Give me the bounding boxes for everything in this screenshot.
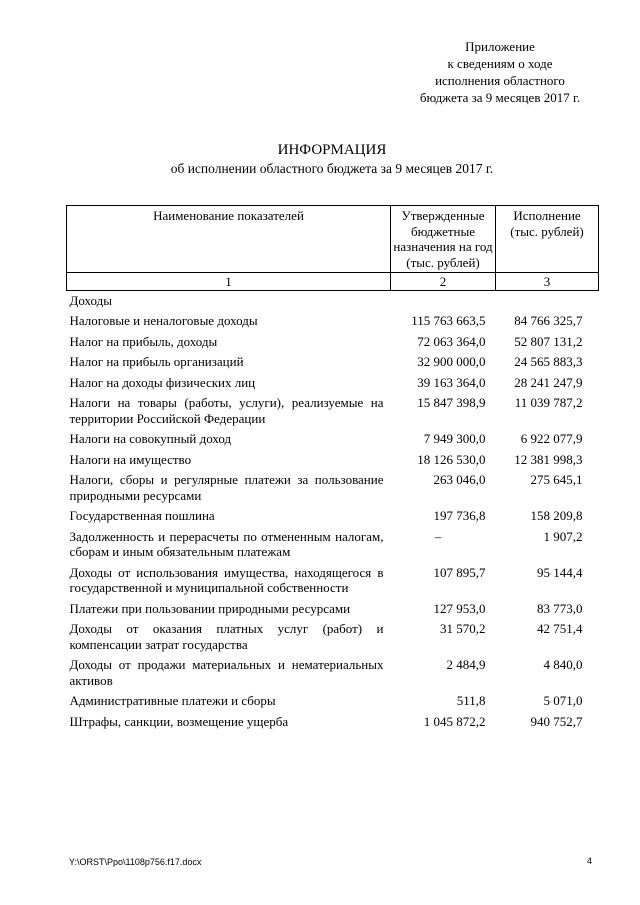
row-name: Доходы от использования имущества, находящегося в государственной и муниципальной собственности	[69, 564, 384, 595]
row-executed: 275 645,1	[530, 472, 583, 487]
row-approved: 7 949 300,0	[423, 431, 486, 446]
file-path: Y:\ORST\Ppo\1108p756.f17.docx	[69, 857, 202, 867]
appendix-line: исполнения областного	[435, 73, 565, 88]
table-row	[67, 527, 599, 563]
budget-table	[66, 205, 599, 732]
page-number: 4	[587, 856, 593, 866]
row-approved: –	[434, 528, 442, 544]
document-subtitle: об исполнении областного бюджета за 9 месяцев 2017 г.	[170, 161, 494, 176]
row-name: Задолженность и перерасчеты по отмененным налогам, сборам и иным обязательным платежам	[69, 528, 384, 559]
row-approved: 263 046,0	[433, 472, 486, 487]
row-name: Налог на прибыль организаций	[69, 354, 244, 369]
table-row	[67, 506, 599, 527]
table-row	[67, 429, 599, 450]
column-number: 1	[67, 273, 391, 291]
table-row	[67, 311, 599, 332]
row-approved: 15 847 398,9	[417, 395, 486, 410]
row-approved: 32 900 000,0	[417, 354, 486, 369]
table-row	[67, 470, 599, 506]
row-executed: 940 752,7	[530, 713, 583, 729]
table-row	[67, 373, 599, 394]
header-executed: Исполнение (тыс. рублей)	[496, 206, 599, 273]
table-row	[67, 563, 599, 599]
appendix-note	[395, 38, 605, 106]
row-approved: 1 045 872,2	[423, 713, 486, 729]
row-approved: 2 484,9	[446, 657, 486, 672]
section-row	[67, 290, 599, 311]
row-name: Административные платежи и сборы	[69, 693, 276, 708]
row-name: Платежи при пользовании природными ресурсами	[69, 600, 351, 616]
row-approved: 107 895,7	[433, 564, 486, 580]
row-name: Доходы от оказания платных услуг (работ) и компенсации затрат государства	[69, 621, 384, 652]
row-executed: 4 840,0	[543, 657, 583, 672]
row-executed: 83 773,0	[537, 600, 583, 616]
table-row	[67, 619, 599, 655]
column-number: 3	[496, 273, 599, 291]
row-name: Налоги на совокупный доход	[69, 431, 232, 446]
document-title: ИНФОРМАЦИЯ	[277, 142, 387, 158]
row-approved: 31 570,2	[440, 621, 486, 636]
row-approved: 39 163 364,0	[417, 374, 486, 390]
row-executed: 84 766 325,7	[514, 313, 583, 328]
row-name: Штрафы, санкции, возмещение ущерба	[69, 713, 289, 729]
row-executed: 42 751,4	[537, 621, 583, 636]
table-row	[67, 332, 599, 353]
row-approved: 18 126 530,0	[417, 451, 486, 467]
row-name: Налог на доходы физических лиц	[69, 374, 256, 390]
row-executed: 95 144,4	[537, 564, 583, 580]
row-approved: 197 736,8	[433, 508, 486, 523]
section-label: Доходы	[69, 292, 113, 308]
header-approved: Утвержденные бюджетные назначения на год (тыс. рублей)	[391, 206, 496, 273]
row-name: Налоги, сборы и регулярные платежи за пользование природными ресурсами	[69, 472, 384, 503]
row-executed: 52 807 131,2	[514, 333, 583, 349]
row-approved: 127 953,0	[433, 600, 486, 616]
row-executed: 6 922 077,9	[520, 431, 583, 446]
column-number: 2	[391, 273, 496, 291]
table-row	[67, 599, 599, 620]
row-name: Налоги на имущество	[69, 451, 192, 467]
table-row	[67, 655, 599, 691]
row-executed: 1 907,2	[543, 528, 583, 544]
appendix-line: к сведениям о ходе	[447, 56, 553, 71]
table-row	[67, 691, 599, 712]
row-name: Государственная пошлина	[69, 508, 215, 523]
header-name: Наименование показателей	[67, 206, 391, 273]
row-executed: 28 241 247,9	[514, 374, 583, 390]
row-approved: 115 763 663,5	[411, 313, 486, 328]
appendix-line: бюджета за 9 месяцев 2017 г.	[419, 90, 581, 105]
row-executed: 11 039 787,2	[514, 395, 583, 410]
table-row	[67, 393, 599, 429]
row-name: Налог на прибыль, доходы	[69, 333, 218, 349]
row-executed: 158 209,8	[530, 508, 583, 523]
table-header-row	[67, 206, 599, 273]
appendix-line: Приложение	[465, 39, 535, 54]
table-row	[67, 712, 599, 733]
row-executed: 12 381 998,3	[514, 451, 583, 467]
row-approved: 511,8	[456, 693, 486, 708]
row-name: Доходы от продажи материальных и нематериальных активов	[69, 657, 384, 688]
row-name: Налоговые и неналоговые доходы	[69, 313, 258, 328]
row-executed: 5 071,0	[543, 693, 583, 708]
row-name: Налоги на товары (работы, услуги), реализуемые на территории Российской Федерации	[69, 395, 384, 426]
row-executed: 24 565 883,3	[514, 354, 583, 369]
column-number-row	[67, 273, 599, 291]
table-row	[67, 450, 599, 471]
table-row	[67, 352, 599, 373]
row-approved: 72 063 364,0	[417, 333, 486, 349]
